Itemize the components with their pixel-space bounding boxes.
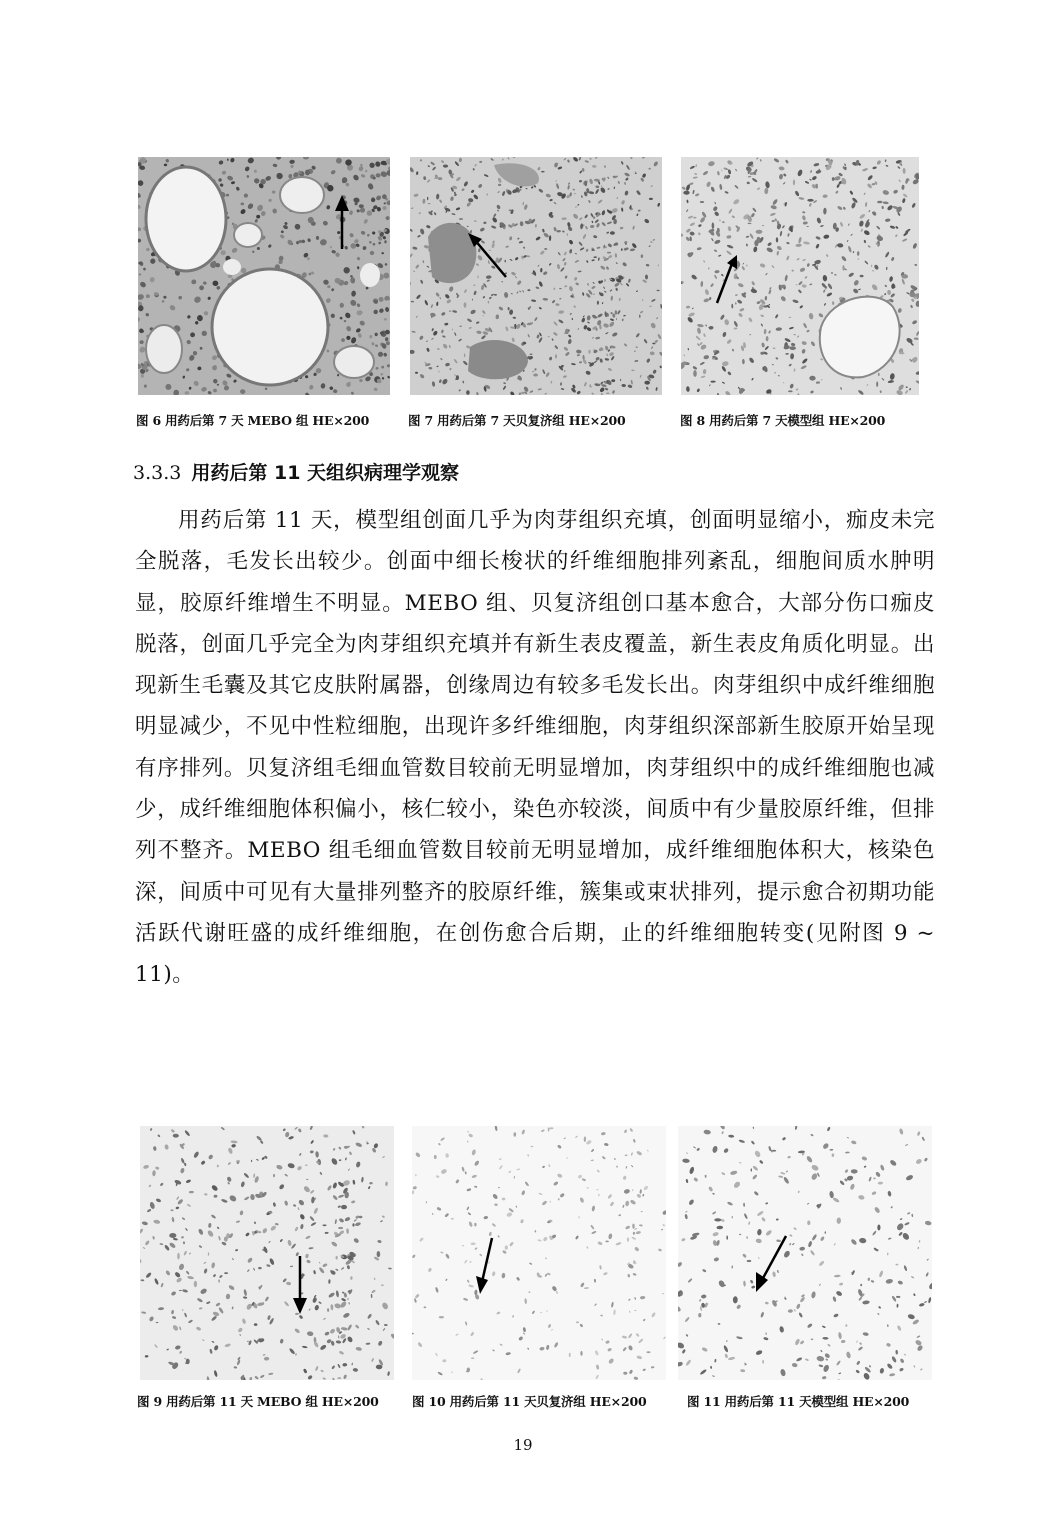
figure-7-image	[410, 157, 662, 395]
figure-10-image	[412, 1126, 666, 1380]
texture-speck	[610, 231, 615, 235]
figure-6-image	[138, 157, 390, 395]
texture-speck	[227, 159, 229, 161]
texture-speck	[747, 1260, 752, 1262]
texture-speck	[718, 1323, 721, 1325]
texture-speck	[471, 1243, 476, 1246]
section-heading	[133, 458, 459, 485]
texture-speck	[693, 217, 696, 219]
texture-speck	[258, 1267, 262, 1269]
texture-speck	[163, 296, 166, 299]
texture-speck	[649, 306, 651, 307]
texture-speck	[558, 1198, 560, 1200]
texture-speck	[341, 1205, 347, 1209]
section-title: 用药后第 11 天组织病理学观察	[191, 462, 460, 484]
section-number: 3.3.3	[133, 462, 182, 484]
texture-speck	[588, 350, 590, 354]
page-number: 19	[513, 1436, 533, 1454]
texture-speck	[807, 1221, 810, 1226]
texture-speck	[807, 199, 813, 202]
texture-speck	[381, 1285, 384, 1286]
texture-speck	[523, 342, 526, 344]
texture-speck	[427, 197, 428, 200]
texture-speck	[591, 249, 594, 251]
texture-speck	[439, 1316, 444, 1318]
figure-9-image	[140, 1126, 394, 1380]
texture-speck	[177, 1253, 180, 1260]
figure-11-image	[678, 1126, 932, 1380]
texture-speck	[877, 1225, 880, 1231]
body-text	[135, 500, 935, 996]
figure-10-caption: 图 10 用药后第 11 天贝复济组 HE×200	[412, 1394, 647, 1409]
texture-speck	[605, 246, 606, 248]
texture-speck	[790, 346, 796, 350]
figure-8-image	[681, 157, 919, 395]
figure-11-caption: 图 11 用药后第 11 天模型组 HE×200	[687, 1394, 910, 1409]
figure-8-caption: 图 8 用药后第 7 天模型组 HE×200	[680, 413, 886, 428]
texture-speck	[254, 1323, 258, 1326]
texture-speck	[832, 177, 835, 181]
texture-speck	[756, 230, 763, 234]
texture-speck	[842, 265, 844, 271]
texture-speck	[647, 1351, 651, 1353]
figure-9-caption: 图 9 用药后第 11 天 MEBO 组 HE×200	[137, 1394, 379, 1409]
texture-speck	[527, 289, 530, 291]
texture-speck	[322, 1224, 326, 1226]
texture-speck	[376, 173, 381, 177]
texture-speck	[901, 274, 908, 278]
figure-6-caption: 图 6 用药后第 7 天 MEBO 组 HE×200	[136, 413, 370, 428]
texture-speck	[456, 375, 459, 380]
texture-speck	[186, 1359, 190, 1365]
paragraph: 用药后第 11 天，模型组创面几乎为肉芽组织充填，创面明显缩小，痂皮未完全脱落，毛发长出较少。创面中细长梭状的纤维细胞排列紊乱，细胞间质水肿明显，胶原纤维增生不明显。MEBO 组、贝复济组创口基本愈合，大部分伤口痂皮脱落，创面几乎完全为肉芽组织充填并有新生表皮覆盖，新生表皮角质化明显。出现新生毛囊及其它皮肤附属器，创缘周边有较多毛发长出。肉芽组织中成纤维细胞明显减少，不见中性粒细胞，出现许多纤维细胞，肉芽组织深部新生胶原开始呈现有序排列。贝复济组毛细血管数目较前无明显增加，肉芽组织中的成纤维细胞也减少，成纤维细胞体积偏小，核仁较小，染色亦较淡，间质中有少量胶原纤维，但排列不整齐。MEBO 组毛细血管数目较前无明显增加，成纤维细胞体积大，核染色深，间质中可见有大量排列整齐的胶原纤维，簇集或束状排列，提示愈合初期功能活跃代谢旺盛的成纤维细胞，在创伤愈合后期，止的纤维细胞转变(见附图 9 ~ 11)。	[135, 508, 935, 988]
figure-7-caption: 图 7 用药后第 7 天贝复济组 HE×200	[408, 413, 626, 428]
